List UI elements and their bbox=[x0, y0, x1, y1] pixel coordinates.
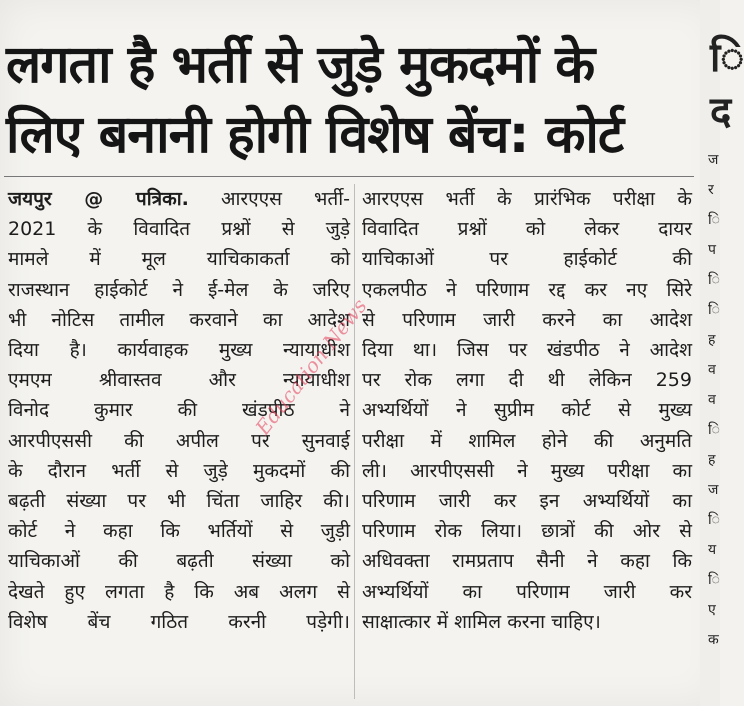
fragment-glyph: द bbox=[710, 89, 732, 135]
text-line: साक्षात्कार में शामिल करना चाहिए। bbox=[362, 610, 601, 633]
fragment-glyph: ि bbox=[710, 35, 744, 81]
text-line: बढ़ती संख्या पर भी चिंता जाहिर की। bbox=[8, 490, 350, 513]
text-line: 2021 के विवादित प्रश्नों से जुड़े bbox=[8, 218, 350, 241]
text-line: विशेष बेंच गठित करनी पड़ेगी। bbox=[8, 610, 350, 633]
watermark: Education News bbox=[250, 293, 372, 440]
fragment-glyph: व bbox=[708, 362, 716, 378]
text-line: कोर्ट ने कहा कि भर्तियों से जुड़ी bbox=[8, 520, 350, 543]
text-line: के दौरान भर्ती से जुड़े मुकदमों की bbox=[8, 459, 350, 482]
text-line: पर रोक लगा दी थी लेकिन 259 bbox=[362, 369, 692, 392]
column-divider bbox=[354, 184, 355, 699]
text-line: आरपीएससी की अपील पर सुनवाई bbox=[8, 429, 350, 452]
fragment-glyph: य bbox=[708, 542, 717, 558]
headline-line: लिए बनानी होगी विशेष बेंच: कोर्ट bbox=[6, 105, 624, 165]
fragment-glyph: ि bbox=[708, 572, 720, 588]
text-line: भी नोटिस तामील करवाने का आदेश bbox=[8, 308, 350, 331]
text-line: एकलपीठ ने परिणाम रद्द कर नए सिरे bbox=[362, 278, 692, 301]
article-column-1 bbox=[8, 184, 350, 637]
text-line: मामले में मूल याचिकाकर्ता को bbox=[8, 248, 350, 271]
text-line: अधिवक्ता रामप्रताप सैनी ने कहा कि bbox=[362, 550, 692, 573]
text-line: परिणाम जारी कर इन अभ्यर्थियों का bbox=[362, 490, 692, 513]
fragment-glyph: व bbox=[708, 392, 716, 408]
adjacent-article-fragment bbox=[700, 0, 744, 706]
fragment-glyph: ज bbox=[708, 482, 719, 498]
fragment-glyph: ह bbox=[708, 452, 716, 468]
fragment-glyph: ि bbox=[708, 212, 720, 228]
text-line: देखते हुए लगता है कि अब अलग से bbox=[8, 580, 350, 603]
text-line: विनोद कुमार की खंडपीठ ने bbox=[8, 399, 350, 422]
text-line: दिया था। जिस पर खंडपीठ ने आदेश bbox=[362, 339, 692, 362]
fragment-glyph: ए bbox=[708, 602, 716, 618]
fragment-glyph: प bbox=[708, 242, 716, 258]
text-line: परीक्षा में शामिल होने की अनुमति bbox=[362, 429, 692, 452]
fragment-glyph: ज bbox=[708, 152, 719, 168]
text-line: परिणाम रोक लिया। छात्रों की ओर से bbox=[362, 520, 692, 543]
text-line: अभ्यर्थियों ने सुप्रीम कोर्ट से मुख्य bbox=[362, 399, 692, 422]
article-column-2 bbox=[362, 184, 692, 637]
text-line: से परिणाम जारी करने का आदेश bbox=[362, 308, 692, 331]
text-line: याचिकाओं की बढ़ती संख्या को bbox=[8, 550, 350, 573]
fragment-glyph: ि bbox=[708, 512, 720, 528]
fragment-glyph: र bbox=[708, 182, 714, 198]
text-line: विवादित प्रश्नों को लेकर दायर bbox=[362, 218, 692, 241]
headline-rule bbox=[4, 176, 694, 177]
text-line: याचिकाओं पर हाईकोर्ट की bbox=[362, 248, 692, 271]
text-line: दिया है। कार्यवाहक मुख्य न्यायाधीश bbox=[8, 339, 350, 362]
dateline: जयपुर @ पत्रिका. bbox=[8, 188, 189, 210]
fragment-glyph: ि bbox=[708, 272, 720, 288]
fragment-glyph: ि bbox=[708, 302, 720, 318]
text-line: राजस्थान हाईकोर्ट ने ई-मेल के जरिए bbox=[8, 278, 350, 301]
fragment-glyph: क bbox=[708, 632, 719, 648]
first-line bbox=[8, 184, 350, 214]
headline-line: लगता है भर्ती से जुड़े मुकदमों के bbox=[6, 35, 595, 95]
text-line: एमएम श्रीवास्तव और न्यायाधीश bbox=[8, 369, 350, 392]
fragment-glyph: ि bbox=[708, 422, 720, 438]
text-line: ली। आरपीएससी ने मुख्य परीक्षा का bbox=[362, 459, 692, 482]
text-line: अभ्यर्थियों का परिणाम जारी कर bbox=[362, 580, 692, 603]
text-line: आरएएस भर्ती के प्रारंभिक परीक्षा के bbox=[362, 188, 692, 210]
first-line-rest: आरएएस भर्ती- bbox=[220, 188, 351, 210]
article-headline bbox=[6, 30, 696, 170]
fragment-glyph: ह bbox=[708, 332, 716, 348]
